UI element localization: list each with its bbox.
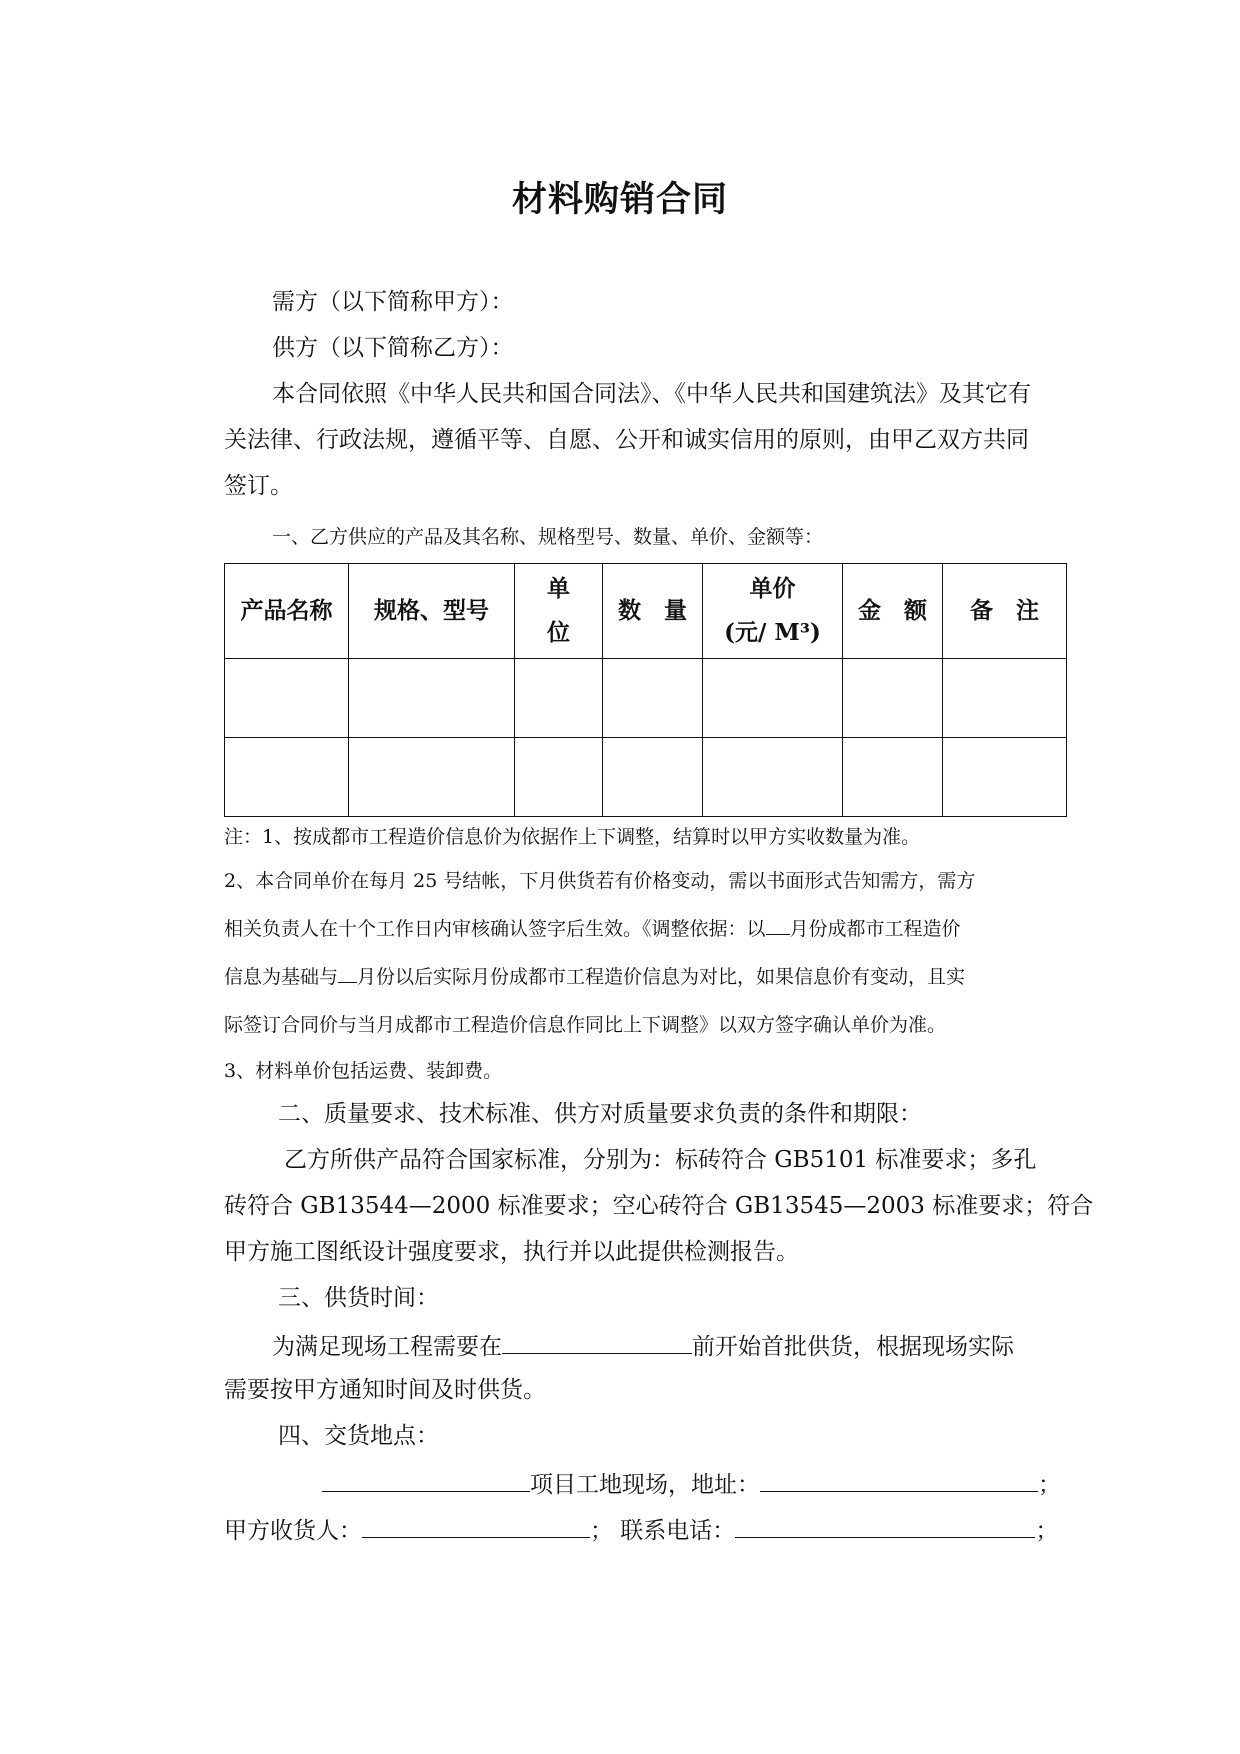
- note-2-line-1: 2、本合同单价在每月 25 号结帐，下月供货若有价格变动，需以书面形式告知需方，需方: [224, 870, 976, 892]
- project-name-blank[interactable]: [322, 1467, 530, 1492]
- table-cell[interactable]: [843, 738, 943, 817]
- header-remark: 备 注: [943, 564, 1067, 659]
- section2-heading: 二、质量要求、技术标准、供方对质量要求负责的条件和期限：: [278, 1101, 922, 1127]
- intro-line-3: 签订。: [224, 473, 293, 499]
- supply-date-blank[interactable]: [502, 1329, 692, 1354]
- section3-line-1-end: 前开始首批供货，根据现场实际: [692, 1334, 1014, 1360]
- address-blank[interactable]: [760, 1467, 1038, 1492]
- header-unit-price: [703, 564, 843, 659]
- intro-line-1: 本合同依照《中华人民共和国合同法》、《中华人民共和国建筑法》及其它有: [272, 381, 1031, 407]
- table-cell[interactable]: [943, 738, 1067, 817]
- header-amount: 金 额: [843, 564, 943, 659]
- header-unit: [515, 564, 603, 659]
- header-quantity: 数 量: [603, 564, 703, 659]
- section3-line-1: [272, 1329, 1014, 1362]
- section1-heading: 一、乙方供应的产品及其名称、规格型号、数量、单价、金额等：: [272, 526, 824, 548]
- header-unit-top: 单: [547, 576, 570, 602]
- document-title: 材料购销合同: [511, 180, 728, 220]
- seller-label: 供方（以下简称乙方）：: [272, 335, 514, 361]
- site-semicolon: ；: [1038, 1472, 1061, 1498]
- note-2-line-2-start: 相关负责人在十个工作日内审核确认签字后生效。《调整依据：以: [224, 918, 766, 940]
- table-cell[interactable]: [225, 659, 349, 738]
- table-cell[interactable]: [943, 659, 1067, 738]
- buyer-label: 需方（以下简称甲方）：: [272, 289, 514, 315]
- phone-label: ； 联系电话：: [590, 1518, 736, 1544]
- delivery-site-line: [322, 1467, 1061, 1500]
- header-price-top: 单价: [749, 576, 796, 602]
- header-product-name: 产品名称: [225, 564, 349, 659]
- section2-line-2: 砖符合 GB13544—2000 标准要求；空心砖符合 GB13545—2003 标准要求；符合: [224, 1193, 1094, 1219]
- receiver-label: 甲方收货人：: [224, 1518, 362, 1544]
- note-3: 3、材料单价包括运费、装卸费。: [224, 1060, 503, 1082]
- section2-line-1: 乙方所供产品符合国家标准，分别为：标砖符合 GB5101 标准要求；多孔: [284, 1147, 1037, 1173]
- section3-line-2: 需要按甲方通知时间及时供货。: [224, 1377, 546, 1403]
- note-2-line-2-end: 月份成都市工程造价: [789, 918, 961, 940]
- note-2-line-3-start: 信息为基础与: [224, 966, 339, 988]
- header-spec: 规格、型号: [349, 564, 515, 659]
- month-blank-1[interactable]: [766, 914, 790, 935]
- month-blank-2[interactable]: [338, 962, 357, 983]
- section3-line-1-start: 为满足现场工程需要在: [272, 1334, 502, 1360]
- phone-blank[interactable]: [735, 1513, 1035, 1538]
- section3-heading: 三、供货时间：: [278, 1285, 439, 1311]
- note-2-line-3-end: 月份以后实际月份成都市工程造价信息为对比，如果信息价有变动，且实: [357, 966, 966, 988]
- table-cell[interactable]: [603, 659, 703, 738]
- phone-semicolon: ；: [1035, 1518, 1059, 1544]
- table-cell[interactable]: [349, 738, 515, 817]
- note-2-line-3: [224, 962, 965, 992]
- note-1: 注：1、按成都市工程造价信息价为依据作上下调整，结算时以甲方实收数量为准。: [224, 826, 921, 848]
- table-cell[interactable]: [515, 659, 603, 738]
- table-cell[interactable]: [225, 738, 349, 817]
- site-label: 项目工地现场，地址：: [530, 1472, 760, 1498]
- table-header-row: [225, 564, 1067, 659]
- table-cell[interactable]: [603, 738, 703, 817]
- table-cell[interactable]: [703, 738, 843, 817]
- table-row: [225, 659, 1067, 738]
- section4-heading: 四、交货地点：: [278, 1423, 439, 1449]
- intro-line-2: 关法律、行政法规，遵循平等、自愿、公开和诚实信用的原则，由甲乙双方共同: [224, 427, 1029, 453]
- table-row: [225, 738, 1067, 817]
- product-table: [224, 563, 1067, 817]
- table-cell[interactable]: [843, 659, 943, 738]
- note-2-line-2: [224, 914, 961, 944]
- section2-line-3: 甲方施工图纸设计强度要求，执行并以此提供检测报告。: [224, 1239, 799, 1265]
- receiver-blank[interactable]: [362, 1513, 590, 1538]
- note-2-line-4: 际签订合同价与当月成都市工程造价信息作同比上下调整》以双方签字确认单价为准。: [224, 1014, 947, 1036]
- header-unit-bottom: 位: [547, 620, 570, 646]
- header-price-bottom: (元/ M³): [724, 619, 821, 646]
- table-cell[interactable]: [515, 738, 603, 817]
- table-cell[interactable]: [703, 659, 843, 738]
- table-cell[interactable]: [349, 659, 515, 738]
- receiver-line: [224, 1513, 1058, 1546]
